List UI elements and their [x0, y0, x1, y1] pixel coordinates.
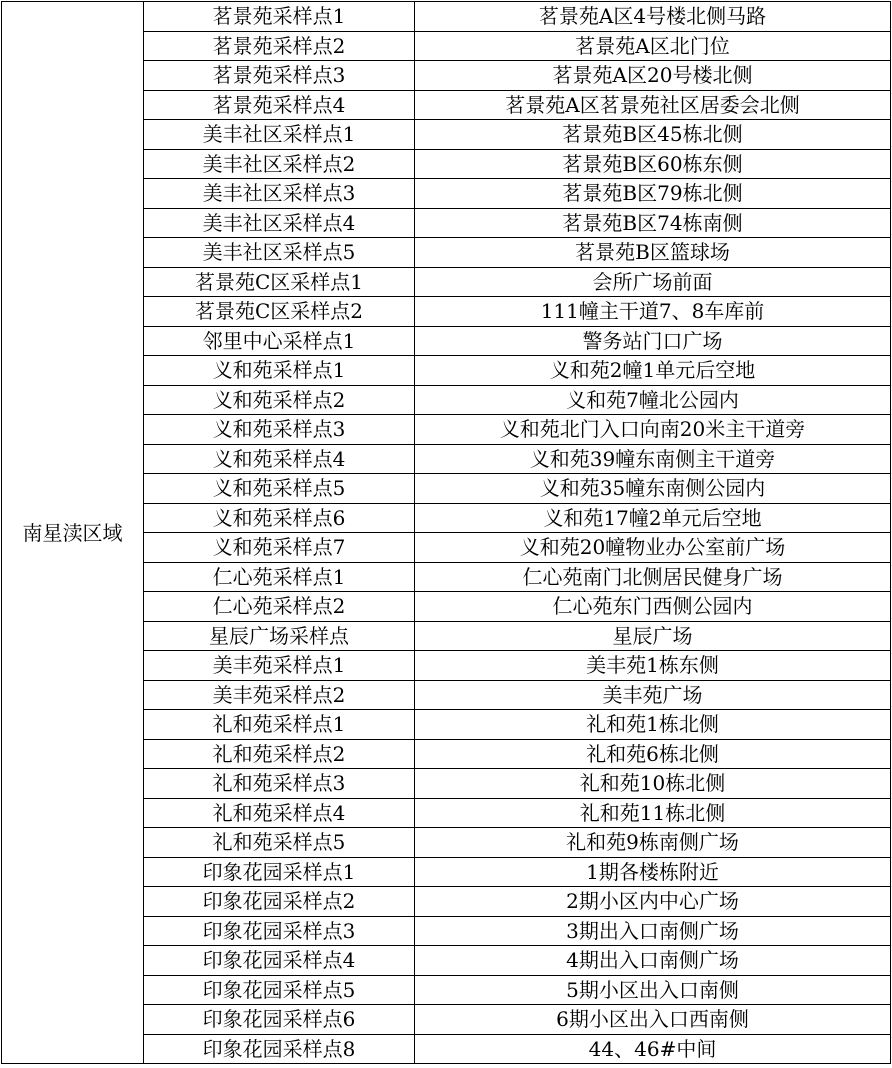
sample-point-name: 美丰社区采样点4: [144, 208, 415, 238]
sample-point-location: 义和苑35幢东南侧公园内: [415, 474, 891, 504]
sample-point-name: 茗景苑采样点2: [144, 31, 415, 61]
sample-point-location: 茗景苑B区篮球场: [415, 238, 891, 268]
sample-point-location: 礼和苑9栋南侧广场: [415, 828, 891, 858]
sample-point-location: 美丰苑1栋东侧: [415, 651, 891, 681]
sample-point-name: 茗景苑C区采样点2: [144, 297, 415, 327]
sample-point-location: 茗景苑B区45栋北侧: [415, 120, 891, 150]
sample-point-name: 礼和苑采样点5: [144, 828, 415, 858]
sample-point-name: 印象花园采样点3: [144, 916, 415, 946]
sample-point-name: 印象花园采样点8: [144, 1034, 415, 1064]
sample-point-location: 义和苑39幢东南侧主干道旁: [415, 444, 891, 474]
sample-point-name: 星辰广场采样点: [144, 621, 415, 651]
sample-point-location: 4期出入口南侧广场: [415, 946, 891, 976]
sample-point-location: 2期小区内中心广场: [415, 887, 891, 917]
sample-point-name: 印象花园采样点4: [144, 946, 415, 976]
sample-point-name: 印象花园采样点6: [144, 1005, 415, 1035]
sample-point-location: 111幢主干道7、8车库前: [415, 297, 891, 327]
sample-point-name: 仁心苑采样点2: [144, 592, 415, 622]
sample-point-location: 美丰苑广场: [415, 680, 891, 710]
sample-point-name: 义和苑采样点2: [144, 385, 415, 415]
sample-point-name: 茗景苑采样点1: [144, 2, 415, 32]
sample-point-name: 美丰社区采样点5: [144, 238, 415, 268]
sample-point-location: 1期各楼栋附近: [415, 857, 891, 887]
sample-point-location: 茗景苑A区20号楼北侧: [415, 61, 891, 91]
sample-point-location: 义和苑20幢物业办公室前广场: [415, 533, 891, 563]
sample-point-location: 44、46#中间: [415, 1034, 891, 1064]
sample-point-name: 义和苑采样点3: [144, 415, 415, 445]
sample-point-location: 礼和苑1栋北侧: [415, 710, 891, 740]
sample-point-location: 茗景苑A区北门位: [415, 31, 891, 61]
sample-point-location: 义和苑北门入口向南20米主干道旁: [415, 415, 891, 445]
sample-point-location: 茗景苑A区茗景苑社区居委会北侧: [415, 90, 891, 120]
sample-point-location: 仁心苑东门西侧公园内: [415, 592, 891, 622]
sample-point-name: 印象花园采样点1: [144, 857, 415, 887]
sample-point-name: 茗景苑采样点4: [144, 90, 415, 120]
sample-point-name: 茗景苑采样点3: [144, 61, 415, 91]
sample-point-name: 美丰社区采样点2: [144, 149, 415, 179]
sample-point-name: 邻里中心采样点1: [144, 326, 415, 356]
sample-point-name: 印象花园采样点2: [144, 887, 415, 917]
sample-point-location: 礼和苑11栋北侧: [415, 798, 891, 828]
sample-point-location: 星辰广场: [415, 621, 891, 651]
sample-point-name: 美丰苑采样点2: [144, 680, 415, 710]
sample-point-name: 美丰苑采样点1: [144, 651, 415, 681]
sample-point-location: 茗景苑A区4号楼北侧马路: [415, 2, 891, 32]
sample-point-location: 会所广场前面: [415, 267, 891, 297]
sample-point-name: 礼和苑采样点4: [144, 798, 415, 828]
sample-point-name: 茗景苑C区采样点1: [144, 267, 415, 297]
sample-point-name: 印象花园采样点5: [144, 975, 415, 1005]
sampling-points-table: [1, 1, 891, 1064]
sample-point-location: 礼和苑6栋北侧: [415, 739, 891, 769]
sample-point-name: 美丰社区采样点1: [144, 120, 415, 150]
sample-point-name: 义和苑采样点4: [144, 444, 415, 474]
sample-point-name: 义和苑采样点5: [144, 474, 415, 504]
sample-point-name: 义和苑采样点7: [144, 533, 415, 563]
sample-point-location: 义和苑2幢1单元后空地: [415, 356, 891, 386]
sample-point-location: 义和苑7幢北公园内: [415, 385, 891, 415]
sample-point-name: 礼和苑采样点2: [144, 739, 415, 769]
sample-point-location: 5期小区出入口南侧: [415, 975, 891, 1005]
sample-point-location: 茗景苑B区74栋南侧: [415, 208, 891, 238]
sample-point-location: 茗景苑B区79栋北侧: [415, 179, 891, 209]
sample-point-location: 茗景苑B区60栋东侧: [415, 149, 891, 179]
sample-point-name: 礼和苑采样点1: [144, 710, 415, 740]
sample-point-name: 礼和苑采样点3: [144, 769, 415, 799]
sample-point-location: 仁心苑南门北侧居民健身广场: [415, 562, 891, 592]
sample-point-name: 美丰社区采样点3: [144, 179, 415, 209]
sample-point-location: 3期出入口南侧广场: [415, 916, 891, 946]
sample-point-name: 仁心苑采样点1: [144, 562, 415, 592]
sample-point-name: 义和苑采样点6: [144, 503, 415, 533]
table-body: [2, 2, 891, 1064]
sample-point-location: 6期小区出入口西南侧: [415, 1005, 891, 1035]
sample-point-location: 义和苑17幢2单元后空地: [415, 503, 891, 533]
sample-point-name: 义和苑采样点1: [144, 356, 415, 386]
sample-point-location: 礼和苑10栋北侧: [415, 769, 891, 799]
region-cell: 南星渎区域: [2, 2, 144, 1064]
table-row: [2, 2, 891, 32]
sample-point-location: 警务站门口广场: [415, 326, 891, 356]
